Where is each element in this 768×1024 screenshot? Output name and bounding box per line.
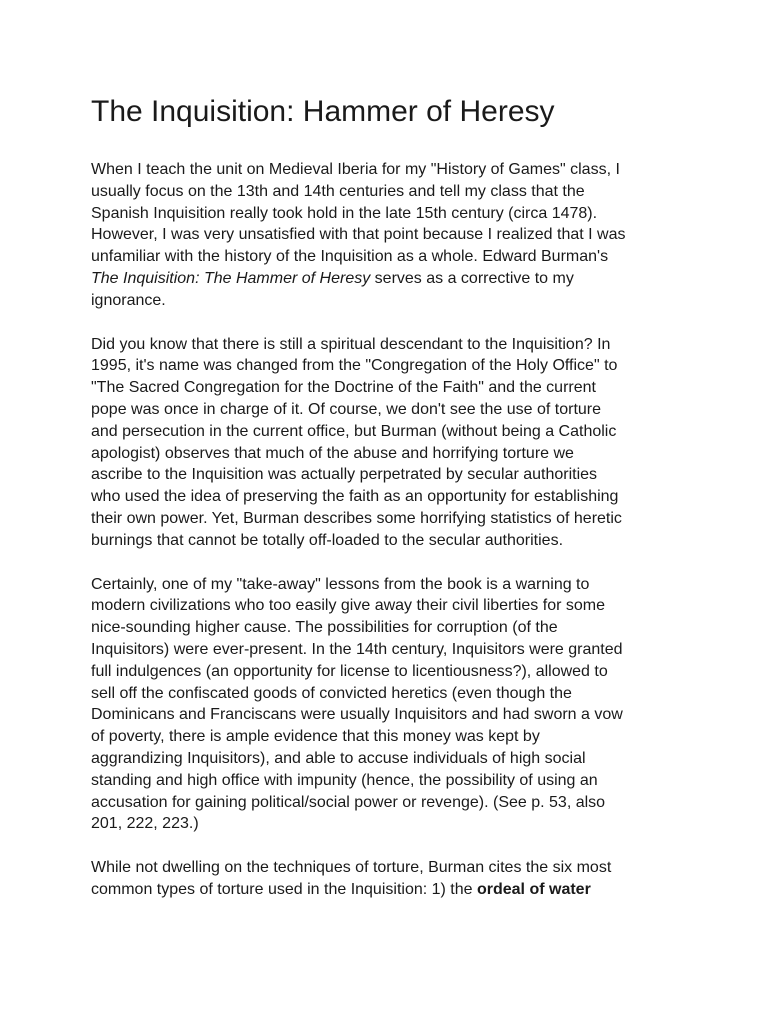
text-line: When I teach the unit on Medieval Iberia for my "History of Games" class, I: [91, 161, 620, 178]
text-line: accusation for gaining political/social power or revenge). (See p. 53, also: [91, 793, 606, 811]
text-run: common types of torture used in the Inquisition: 1) the: [91, 880, 477, 898]
text-run: serves as a corrective to my: [370, 269, 574, 287]
document-page: [91, 92, 691, 923]
text-line: standing and high office with impunity (hence, the possibility of using an: [91, 771, 598, 789]
text-line: full indulgences (an opportunity for license to licentiousness?), allowed to: [91, 662, 608, 680]
text-line: Certainly, one of my "take-away" lessons from the book is a warning to: [91, 575, 590, 593]
text-line: who used the idea of preserving the faith as an opportunity for establishing: [91, 488, 619, 506]
paragraph-1: [91, 159, 691, 312]
text-line: apologist) observes that much of the abuse and horrifying torture we: [91, 444, 574, 462]
text-line: However, I was very unsatisfied with that point because I realized that I was: [91, 226, 626, 244]
text-line: usually focus on the 13th and 14th centuries and tell my class that the: [91, 182, 585, 200]
text-line: Dominicans and Franciscans were usually Inquisitors and had sworn a vow: [91, 706, 623, 724]
text-line: aggrandizing Inquisitors), and able to accuse individuals of high social: [91, 749, 586, 767]
text-line: nice-sounding higher cause. The possibilities for corruption (of the: [91, 619, 558, 637]
text-line: Spanish Inquisition really took hold in the late 15th century (circa 1478).: [91, 204, 598, 222]
text-line: ignorance.: [91, 291, 166, 309]
text-line: unfamiliar with the history of the Inquisition as a whole. Edward Burman's: [91, 248, 609, 266]
book-title: The Inquisition: The Hammer of Heresy: [91, 269, 371, 287]
text-line: of poverty, there is ample evidence that this money was kept by: [91, 728, 540, 746]
bold-term: ordeal of water: [476, 880, 591, 898]
text-line: pope was once in charge of it. Of course, we don't see the use of torture: [91, 400, 602, 418]
text-line: While not dwelling on the techniques of torture, Burman cites the six most: [91, 859, 612, 877]
text-line: and persecution in the current office, but Burman (without being a Catholic: [91, 422, 617, 440]
text-line: "The Sacred Congregation for the Doctrine of the Faith" and the current: [91, 379, 596, 397]
text-line: Inquisitors) were ever-present. In the 14th century, Inquisitors were granted: [91, 640, 623, 658]
text-line: 201, 222, 223.): [91, 815, 199, 833]
paragraph-2: [91, 334, 691, 552]
document-title: The Inquisition: Hammer of Heresy: [91, 95, 555, 128]
text-line: their own power. Yet, Burman describes some horrifying statistics of heretic: [91, 509, 622, 527]
text-line: Did you know that there is still a spiritual descendant to the Inquisition? In: [91, 335, 611, 353]
text-line: modern civilizations who too easily give away their civil liberties for some: [91, 597, 605, 615]
text-line: sell off the confiscated goods of convicted heretics (even though the: [91, 684, 572, 702]
text-line: ascribe to the Inquisition was actually perpetrated by secular authorities: [91, 466, 598, 484]
text-line: 1995, it's name was changed from the "Congregation of the Holy Office" to: [91, 357, 618, 375]
text-line: [91, 268, 691, 290]
text-line: [91, 879, 691, 901]
text-line: burnings that cannot be totally off-loaded to the secular authorities.: [91, 531, 564, 549]
paragraph-3: [91, 574, 691, 836]
paragraph-4: [91, 857, 691, 901]
